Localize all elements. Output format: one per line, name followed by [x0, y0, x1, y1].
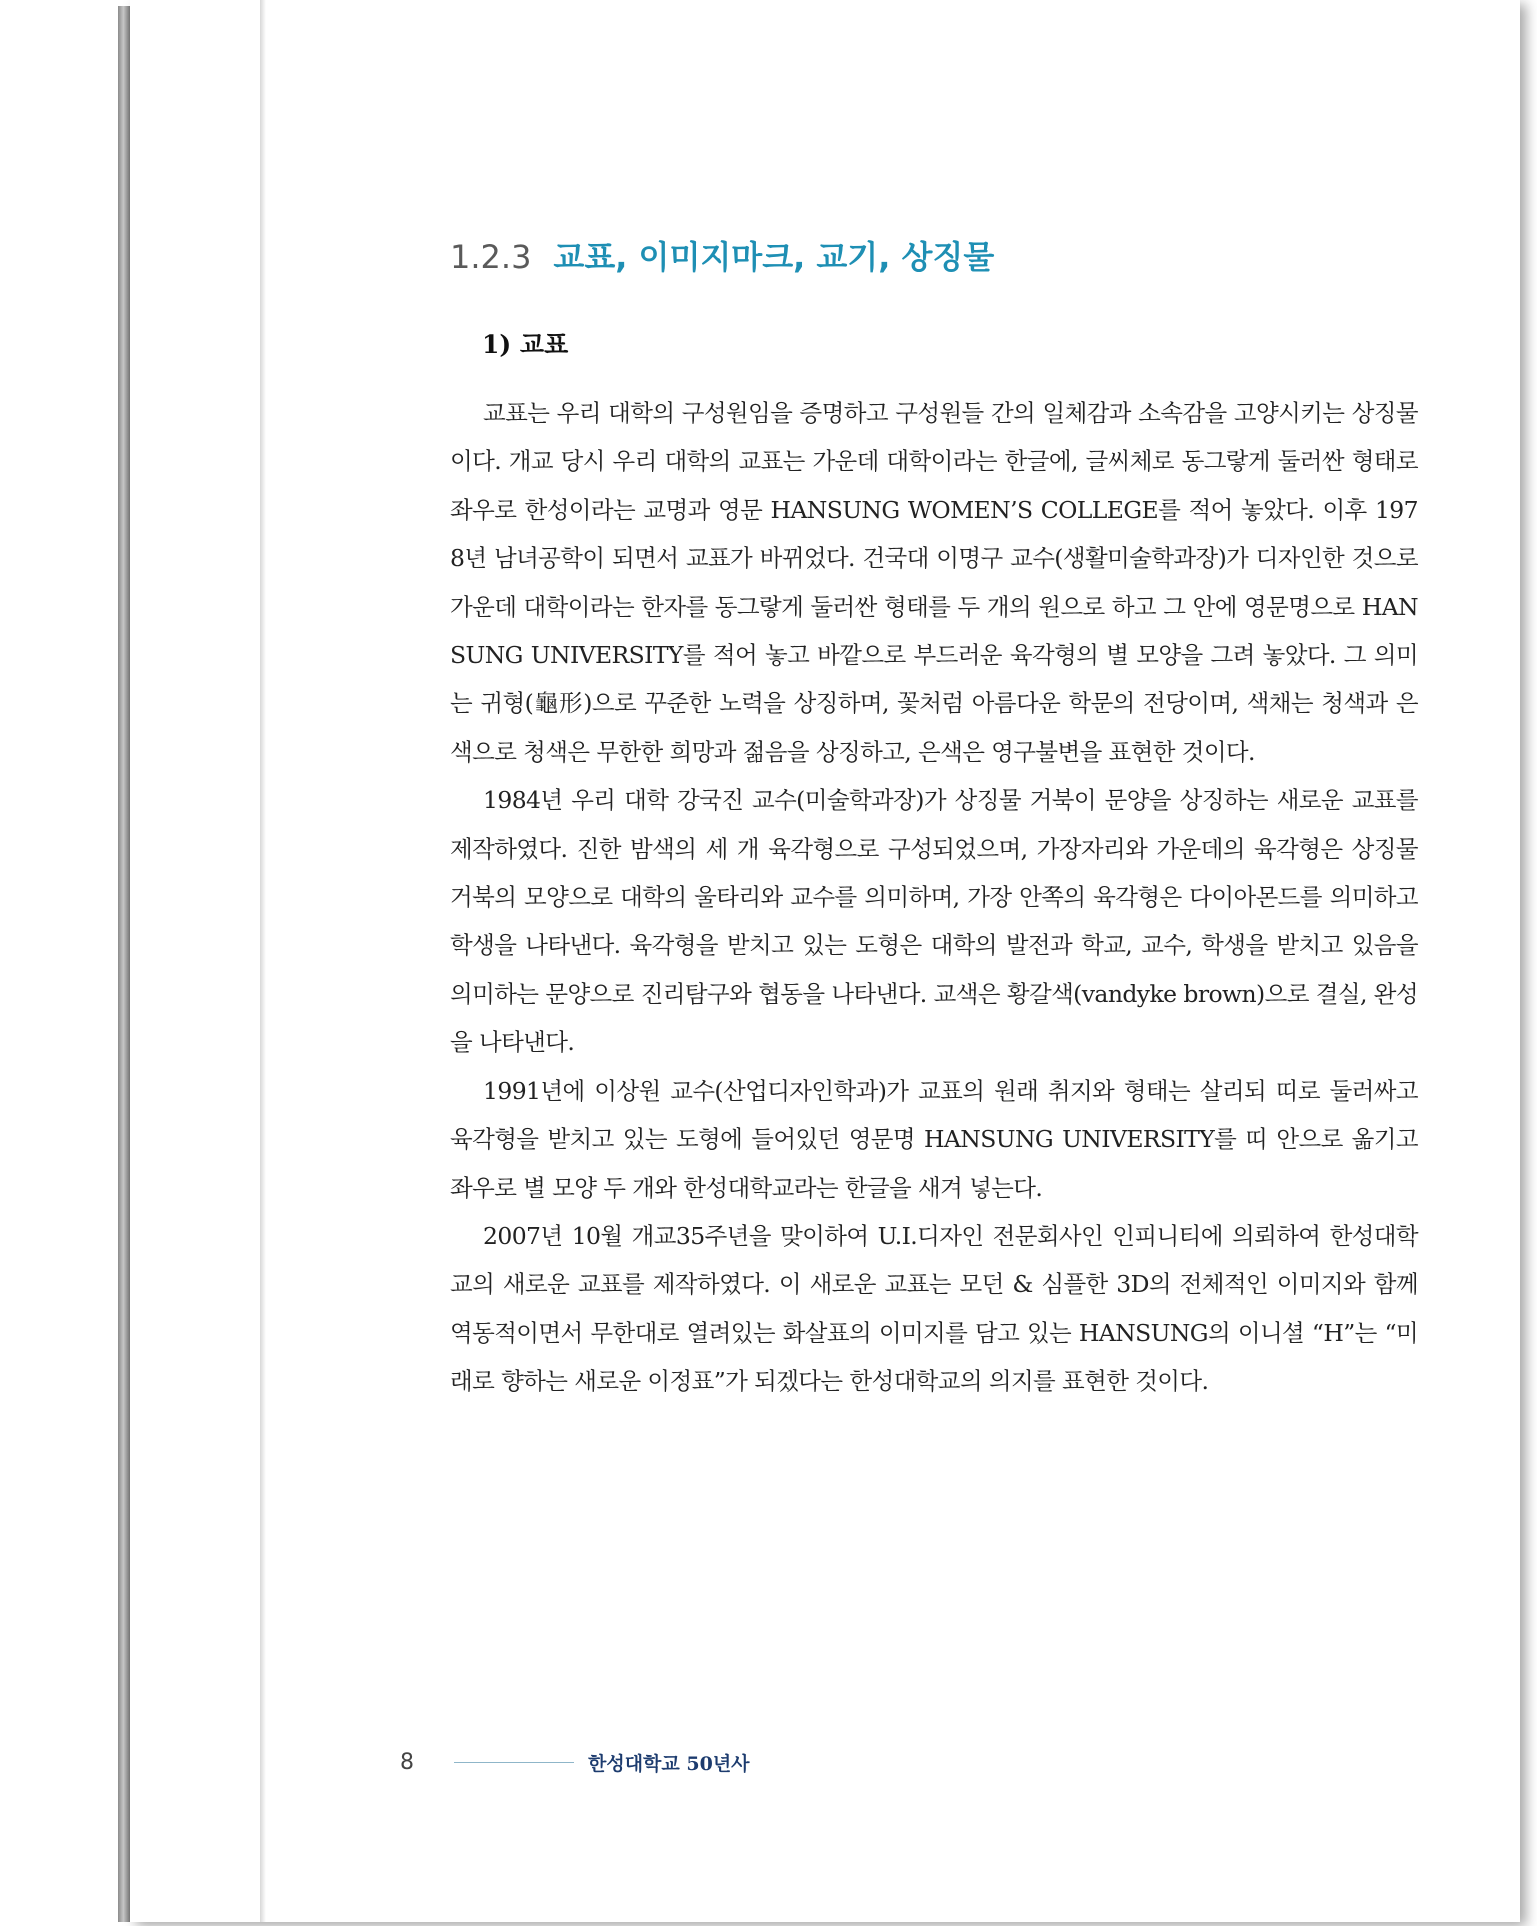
subsection-title: 1) 교표: [482, 330, 569, 359]
paragraph-3: 1991년에 이상원 교수(산업디자인학과)가 교표의 원래 취지와 형태는 살리되 띠로 둘러싸고 육각형을 받치고 있는 도형에 들어있던 영문명 HANSUNG UNIVERSITY를 띠 안으로 옮기고 좌우로 별 모양 두 개와 한성대학교라는 한글을 새겨 넣는다.: [450, 1076, 1418, 1202]
page-content: [320, 0, 1420, 1920]
book-page: [130, 0, 1520, 1922]
page-gutter: [260, 0, 266, 1922]
section-title: 교표, 이미지마크, 교기, 상징물: [553, 238, 995, 276]
paragraph-4: 2007년 10월 개교35주년을 맞이하여 U.I.디자인 전문회사인 인피니티에 의뢰하여 한성대학교의 새로운 교표를 제작하였다. 이 새로운 교표는 모던 & 심플한 3D의 전체적인 이미지와 함께 역동적이면서 무한대로 열려있는 화살표의 이미지를 담고 있는 HANSUNG의 이니셜 “H”는 “미래로 향하는 새로운 이정표”가 되겠다는 한성대학교의 의지를 표현한 것이다.: [450, 1221, 1418, 1396]
paragraph-2: 1984년 우리 대학 강국진 교수(미술학과장)가 상징물 거북이 문양을 상징하는 새로운 교표를 제작하였다. 진한 밤색의 세 개 육각형으로 구성되었으며, 가장자리와 가운데의 육각형은 상징물 거북의 모양으로 대학의 울타리와 교수를 의미하며, 가장 안쪽의 육각형은 다이아몬드를 의미하고 학생을 나타낸다. 육각형을 받치고 있는 도형은 대학의 발전과 학교, 교수, 학생을 받치고 있음을 의미하는 문양으로 진리탐구와 협동을 나타낸다. 교색은 황갈색(vandyke brown)으로 결실, 완성을 나타낸다.: [450, 786, 1418, 1057]
footer-book-title: 한성대학교 50년사: [588, 1752, 750, 1775]
footer-rule: [454, 1762, 574, 1763]
paragraph-1: 교표는 우리 대학의 구성원임을 증명하고 구성원들 간의 일체감과 소속감을 고양시키는 상징물이다. 개교 당시 우리 대학의 교표는 가운데 대학이라는 한글에, 글씨체로 동그랗게 둘러싼 형태로 좌우로 한성이라는 교명과 영문 HANSUNG WOMEN’S COLLEGE를 적어 놓았다. 이후 1978년 남녀공학이 되면서 교표가 바뀌었다. 건국대 이명구 교수(생활미술학과장)가 디자인한 것으로 가운데 대학이라는 한자를 동그랗게 둘러싼 형태를 두 개의 원으로 하고 그 안에 영문명으로 HANSUNG UNIVERSITY를 적어 놓고 바깥으로 부드러운 육각형의 별 모양을 그려 놓았다. 그 의미는 귀형(龜形)으로 꾸준한 노력을 상징하며, 꽃처럼 아름다운 학문의 전당이며, 색채는 청색과 은색으로 청색은 무한한 희망과 젊음을 상징하고, 은색은 영구불변을 표현한 것이다.: [450, 399, 1418, 766]
section-heading: [450, 232, 994, 278]
book-spine: [118, 6, 130, 1922]
body-text: [450, 389, 1418, 1406]
page-number: 8: [400, 1749, 414, 1775]
page-footer: [400, 1747, 750, 1777]
section-number: 1.2.3: [450, 238, 532, 276]
